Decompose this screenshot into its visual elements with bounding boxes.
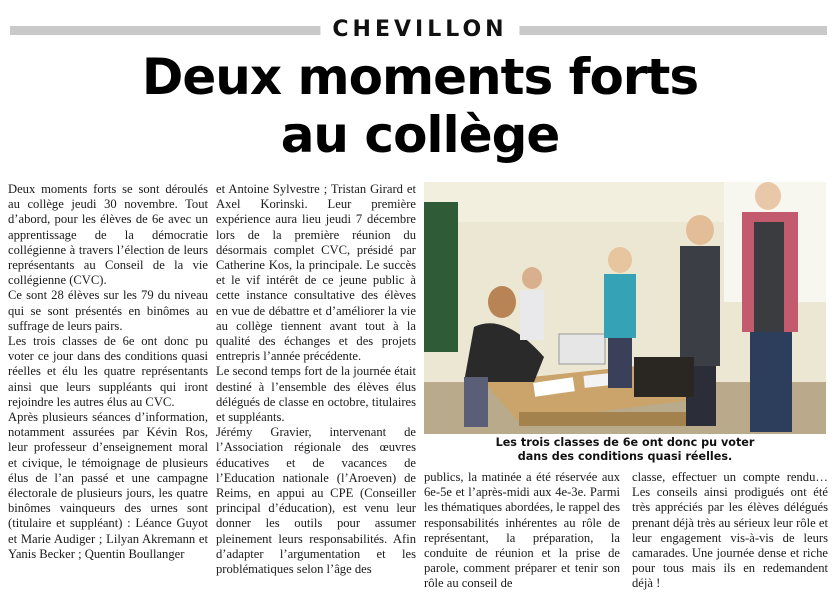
paragraph: publics, la matinée a été réservée aux 6e-5e et l’après-midi aux 4e-3e. Parmi les thématiques abordées, le rappel des responsabilités inhérentes au rôle de représentant, la préparation, la conduite de réunion et la prise de parole, comment préparer et tenir son rôle au conseil de [424,470,620,591]
article-column-4 [632,470,828,592]
paragraph: Ce sont 28 élèves sur les 79 du niveau qui se sont présentés en binômes au suffrage de leurs pairs. [8,288,208,333]
article-column-2 [216,182,416,577]
article-column-3 [424,470,620,592]
headline-line-1: Deux moments forts [141,48,699,106]
paragraph: Jérémy Gravier, intervenant de l’Association régionale des œuvres éducatives et de vacances de l’Education nationale (l’Aroeven) de Reims, en appui au CPE (Conseiller principal d’éducation), est venu leur donner les outils pour assumer pleinement leurs responsabilités. Afin d’adapter l’argumentation et les problématiques selon l’âge des [216,425,416,577]
headline-line-2: au collège [280,106,560,164]
paragraph: Deux moments forts se sont déroulés au collège jeudi 30 novembre. Tout d’abord, pour les élèves de 6e avec un apprentissage de la démocratie collégienne à travers l’élection de leurs représentants au Conseil de la vie collégienne (CVC). [8,182,208,288]
caption-line-1: Les trois classes de 6e ont donc pu voter [495,436,755,449]
article-column-1 [8,182,208,562]
section-label: CHEVILLON [320,14,519,46]
paragraph: Le second temps fort de la journée était destiné à l’ensemble des élèves élus délégués de classe en octobre, titulaires et suppléants. [216,364,416,425]
photo-caption [424,436,826,464]
article-headline [0,48,840,164]
paragraph: et Antoine Sylvestre ; Tristan Girard et Axel Korinski. Leur première expérience aura lieu jeudi 7 décembre lors de la première réunion du désormais complet CVC, présidé par Catherine Kos, la principale. Le succès et le vif intérêt de ce jeune public à cette instance consultative des élèves en vue de débattre et d’améliorer la vie au collège tiennent avant tout à la qualité des échanges et des projets entrepris l’année précédente. [216,182,416,364]
paragraph: classe, effectuer un compte rendu… Les conseils ainsi prodigués ont été très appréciés par les élèves délégués prenant déjà très au sérieux leur rôle et leur engagement vis-à-vis de leurs camarades. Une journée dense et riche pour tous mais ils en redemandent déjà ! [632,470,828,591]
caption-line-2: dans des conditions quasi réelles. [517,450,733,463]
classroom-photo-illustration [424,182,826,434]
paragraph: Après plusieurs séances d’information, notamment assurées par Kévin Ros, leur professeur d’enseignement moral et civique, le témoignage de plusieurs élus de l’an passé et une campagne électorale de plusieurs jours, les quatre binômes vainqueurs des urnes sont (titulaire et suppléant) : Léance Guyot et Marie Audiger ; Lilyan Akremann et Yanis Becker ; Quentin Boullanger [8,410,208,561]
paragraph: Les trois classes de 6e ont donc pu voter ce jour dans des conditions quasi réelles et élu les quatre représentants ainsi que leurs suppléants qui iront rejoindre les autres élus au CVC. [8,334,208,409]
article-photo [424,182,826,434]
